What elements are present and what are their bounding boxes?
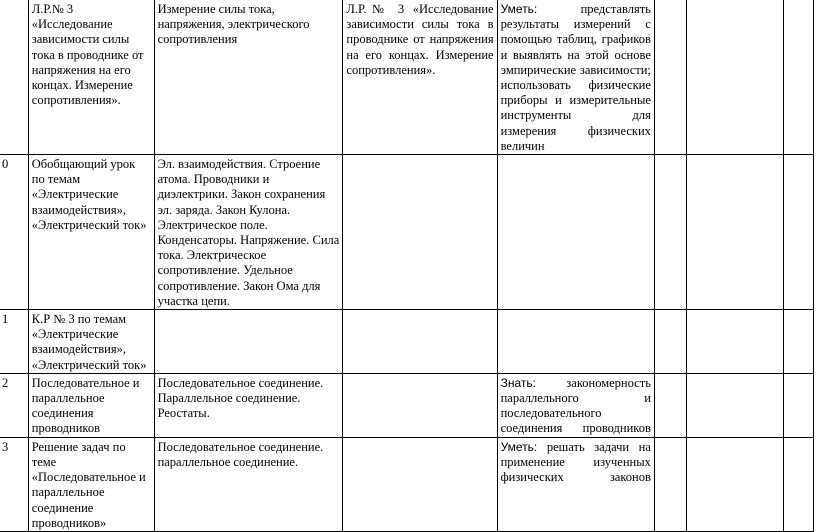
lesson-topic-cell: Последовательное и параллельное соединения проводников	[28, 373, 154, 437]
lesson-topic-cell: К.Р № 3 по темам «Электрические взаимодействия», «Электрический ток»	[28, 310, 154, 374]
lesson-topic-cell: Решение задач по теме «Последовательное и параллельное соединение проводников»	[28, 437, 154, 531]
requirements-cell	[497, 310, 654, 374]
requirements-lead: Уметь:	[500, 439, 538, 454]
row-number: 3	[0, 437, 28, 531]
requirements-cell	[497, 155, 654, 310]
table-row	[0, 437, 814, 531]
lesson-topic-cell: Л.Р.№ 3 «Исследование зависимости силы тока в проводнике от напряжения на его концах. Измерение сопротивления».	[28, 0, 154, 155]
row-number: 1	[0, 310, 28, 374]
table-row	[0, 0, 814, 155]
requirements-cell	[497, 437, 654, 531]
empty-cell	[784, 310, 814, 374]
requirements-lead: Уметь:	[500, 2, 538, 16]
empty-cell	[784, 437, 814, 531]
empty-cell	[784, 155, 814, 310]
requirements-text: представлять результаты измерений с помощью таблиц, графиков и выявлять на этой основе эмпирические зависимости; использовать физические приборы и измерительные инструменты для измерения физических величин	[500, 2, 651, 153]
empty-cell	[654, 373, 686, 437]
empty-cell	[686, 373, 784, 437]
empty-cell	[686, 437, 784, 531]
requirements-cell	[497, 373, 654, 437]
empty-cell	[686, 310, 784, 374]
lab-work-cell	[343, 437, 497, 531]
row-number	[0, 0, 28, 155]
row-number: 2	[0, 373, 28, 437]
lesson-topic-cell: Обобщающий урок по темам «Электрические взаимодействия», «Электрический ток»	[28, 155, 154, 310]
content-cell: Последовательное соединение. Параллельное соединение. Реостаты.	[154, 373, 343, 437]
empty-cell	[686, 155, 784, 310]
requirements-text: решать задачи на применение изученных физических законов	[500, 439, 651, 485]
table-row	[0, 155, 814, 310]
empty-cell	[686, 0, 784, 155]
lab-work-cell: Л.Р.№ 3 «Исследование зависимости силы тока в проводнике от напряжения на его концах. Измерение сопротивления».	[343, 0, 497, 155]
content-cell: Эл. взаимодействия. Строение атома. Проводники и диэлектрики. Закон сохранения эл. заряда. Закон Кулона. Электрическое поле. Конденсаторы. Напряжение. Сила тока. Электрическое сопротивление. Удельное сопротивление. Закон Ома для участка цепи.	[154, 155, 343, 310]
row-number: 0	[0, 155, 28, 310]
table-row	[0, 310, 814, 374]
empty-cell	[654, 155, 686, 310]
content-cell: Измерение силы тока, напряжения, электрического сопротивления	[154, 0, 343, 155]
table-row	[0, 373, 814, 437]
empty-cell	[654, 0, 686, 155]
content-cell	[154, 310, 343, 374]
empty-cell	[784, 0, 814, 155]
content-cell: Последовательное соединение. параллельное соединение.	[154, 437, 343, 531]
empty-cell	[654, 310, 686, 374]
requirements-cell	[497, 0, 654, 155]
lab-work-cell	[343, 310, 497, 374]
lab-work-cell	[343, 155, 497, 310]
empty-cell	[654, 437, 686, 531]
requirements-text: закономерность параллельного и последовательного соединения проводников	[500, 375, 651, 436]
lab-work-cell	[343, 373, 497, 437]
requirements-lead: Знать:	[500, 375, 536, 390]
empty-cell	[784, 373, 814, 437]
